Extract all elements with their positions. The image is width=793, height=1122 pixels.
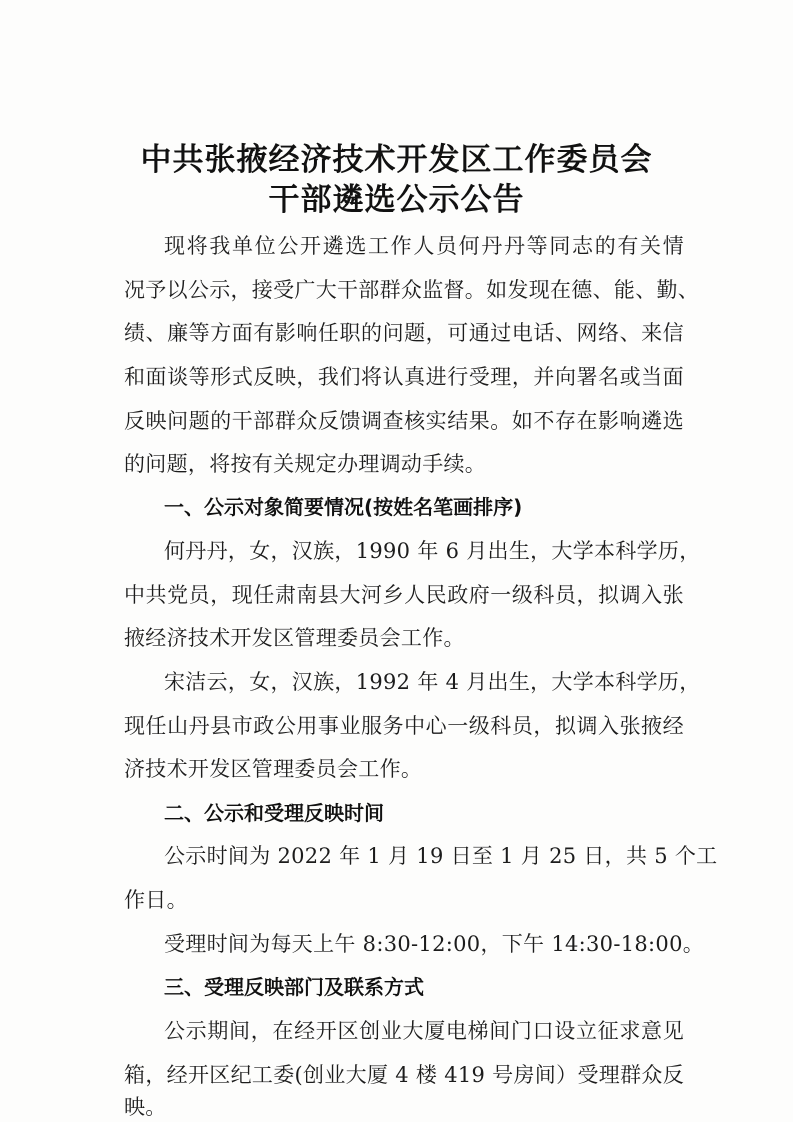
section-heading-2: 二、公示和受理反映时间 (164, 801, 384, 825)
section-heading-3: 三、受理反映部门及联系方式 (164, 975, 424, 999)
paragraph-line: 的问题，将按有关规定办理调动手续。 (124, 452, 487, 476)
paragraph-line: 绩、廉等方面有影响任职的问题，可通过电话、网络、来信 (124, 321, 684, 345)
paragraph-line: 公示时间为 2022 年 1 月 19 日至 1 月 25 日，共 5 个工 (164, 844, 718, 868)
paragraph-line: 何丹丹，女，汉族，1990 年 6 月出生，大学本科学历， (164, 539, 701, 563)
paragraph-line: 受理时间为每天上午 8:30-12:00，下午 14:30-18:00。 (164, 932, 705, 956)
paragraph-line: 作日。 (124, 888, 188, 912)
title-line-2: 干部遴选公示公告 (268, 182, 525, 218)
paragraph-line: 掖经济技术开发区管理委员会工作。 (124, 626, 465, 650)
paragraph-line: 现任山丹县市政公用事业服务中心一级科员，拟调入张掖经 (124, 714, 684, 738)
paragraph-line: 宋洁云，女，汉族，1992 年 4 月出生，大学本科学历， (164, 670, 701, 694)
paragraph-line: 公示期间，在经开区创业大厦电梯间门口设立征求意见 (164, 1019, 684, 1043)
paragraph-line: 箱，经开区纪工委(创业大厦 4 楼 419 号房间）受理群众反 (124, 1063, 684, 1087)
section-heading-1: 一、公示对象简要情况(按姓名笔画排序) (164, 495, 523, 519)
paragraph-line: 反映问题的干部群众反馈调查核实结果。如不存在影响遴选 (124, 409, 684, 433)
paragraph-line: 和面谈等形式反映，我们将认真进行受理，并向署名或当面 (124, 365, 684, 389)
paragraph-line: 映。 (124, 1095, 167, 1119)
paragraph-line: 中共党员，现任肃南县大河乡人民政府一级科员，拟调入张 (124, 583, 684, 607)
paragraph-line: 济技术开发区管理委员会工作。 (124, 757, 423, 781)
paragraph-line: 况予以公示，接受广大干部群众监督。如发现在德、能、勤、 (124, 278, 700, 302)
title-line-1: 中共张掖经济技术开发区工作委员会 (140, 142, 653, 178)
paragraph-line: 现将我单位公开遴选工作人员何丹丹等同志的有关情 (164, 234, 684, 258)
